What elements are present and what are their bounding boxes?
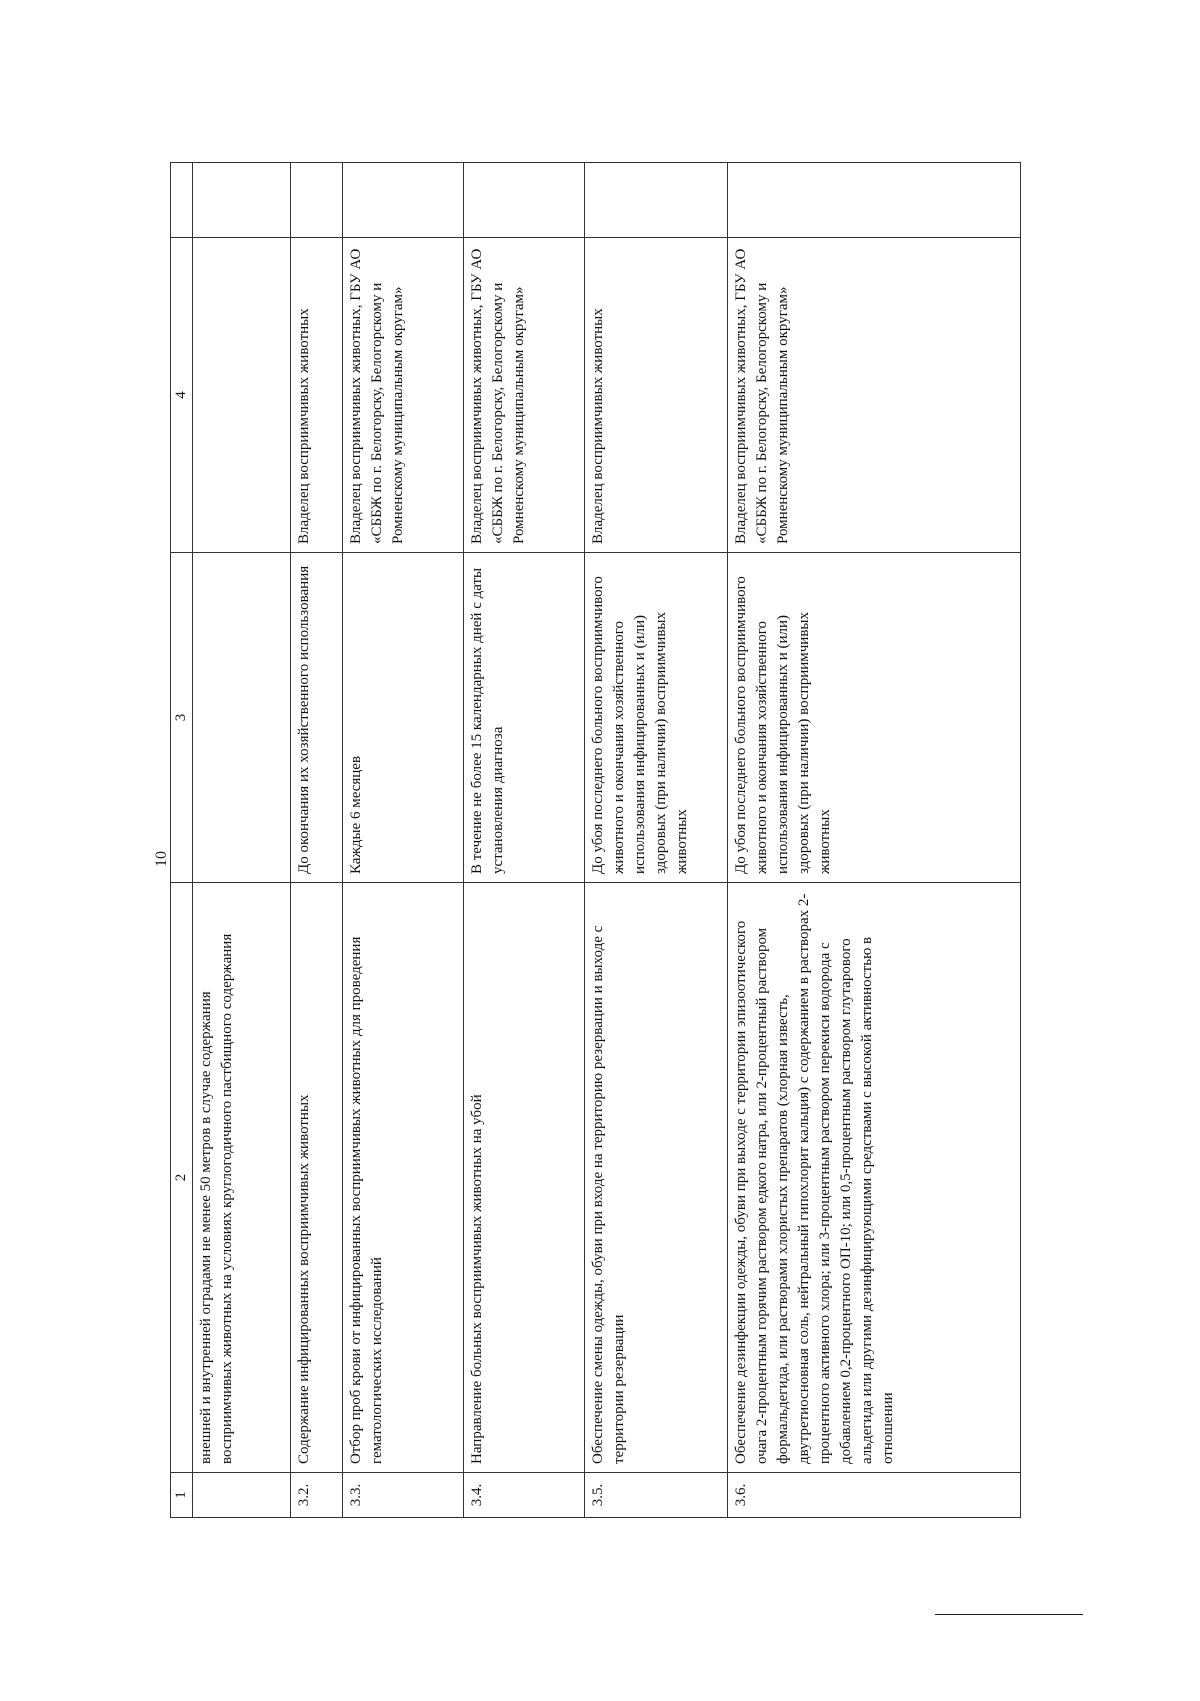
row-responsible: Владелец восприимчивых животных, ГБУ АО «СББЖ по г. Белогорску, Белогорскому и Ромненскому муниципальным округам»	[464, 238, 585, 553]
column-header-4: 4	[171, 238, 193, 553]
column-header-2: 2	[171, 883, 193, 1473]
page-number: 10	[153, 851, 170, 867]
row-term: До окончания их хозяйственного использования	[291, 553, 343, 883]
row-number: 3.5.	[585, 1473, 728, 1518]
row-term	[193, 553, 291, 883]
row-responsible: Владелец восприимчивых животных, ГБУ АО «СББЖ по г. Белогорску, Белогорскому и Ромненскому муниципальным округам»	[728, 238, 1021, 553]
column-header-3: 3	[171, 553, 193, 883]
table-row	[464, 163, 585, 1518]
row-term: До убоя последнего больного восприимчивого животного и окончания хозяйственного использования инфицированных и (или) здоровых (при наличии) восприимчивых животных	[585, 553, 728, 883]
row-measure: Обеспечение смены одежды, обуви при входе на территорию резервации и выходе с территории резервации	[585, 883, 728, 1473]
row-measure: Содержание инфицированных восприимчивых животных	[291, 883, 343, 1473]
row-term: В течение не более 15 календарных дней с даты установления диагноза	[464, 553, 585, 883]
row-number	[193, 1473, 291, 1518]
row-responsible: Владелец восприимчивых животных	[585, 238, 728, 553]
row-extra	[291, 163, 343, 238]
measures-table	[170, 162, 1021, 1518]
row-term: До убоя последнего больного восприимчивого животного и окончания хозяйственного использования инфицированных и (или) здоровых (при наличии) восприимчивых животных	[728, 553, 1021, 883]
row-responsible: Владелец восприимчивых животных, ГБУ АО «СББЖ по г. Белогорску, Белогорскому и Ромненскому муниципальным округам»	[343, 238, 464, 553]
table-header-row	[171, 163, 193, 1518]
column-header-5	[171, 163, 193, 238]
row-extra	[343, 163, 464, 238]
table-row	[728, 163, 1021, 1518]
row-measure: Направление больных восприимчивых животных на убой	[464, 883, 585, 1473]
row-extra	[728, 163, 1021, 238]
row-number: 3.6.	[728, 1473, 1021, 1518]
row-measure: внешней и внутренней оградами не менее 50 метров в случае содержания восприимчивых животных на условиях круглогодичного пастбищного содержания	[193, 883, 291, 1473]
row-responsible	[193, 238, 291, 553]
row-number: 3.3.	[343, 1473, 464, 1518]
row-extra	[464, 163, 585, 238]
row-responsible: Владелец восприимчивых животных	[291, 238, 343, 553]
row-measure: Отбор проб крови от инфицированных восприимчивых животных для проведения гематологических исследований	[343, 883, 464, 1473]
row-measure: Обеспечение дезинфекции одежды, обуви при выходе с территории эпизоотического очага 2-процентным горячим раствором едкого натра, или 2-процентный раствором формальдегида, или растворами хлористых препаратов (хлорная известь, двутретиосновная соль, нейтральный гипохлорит кальция) с содержанием в растворах 2-процентного активного хлора; или 3-процентным раствором перекиси водорода с добавлением 0,2-процентного ОП-10; или 0,5-процентным раствором глутарового альдегида или другими дезинфицирующими средствами с высокой активностью в отношении	[728, 883, 1021, 1473]
table-row	[291, 163, 343, 1518]
footer-rule	[935, 1614, 1083, 1615]
row-number: 3.2.	[291, 1473, 343, 1518]
rotated-table-sheet	[170, 163, 1085, 1518]
row-term: Каждые 6 месяцев	[343, 553, 464, 883]
row-extra	[193, 163, 291, 238]
table-row	[193, 163, 291, 1518]
table-row	[343, 163, 464, 1518]
column-header-1: 1	[171, 1473, 193, 1518]
row-extra	[585, 163, 728, 238]
table-row	[585, 163, 728, 1518]
row-number: 3.4.	[464, 1473, 585, 1518]
